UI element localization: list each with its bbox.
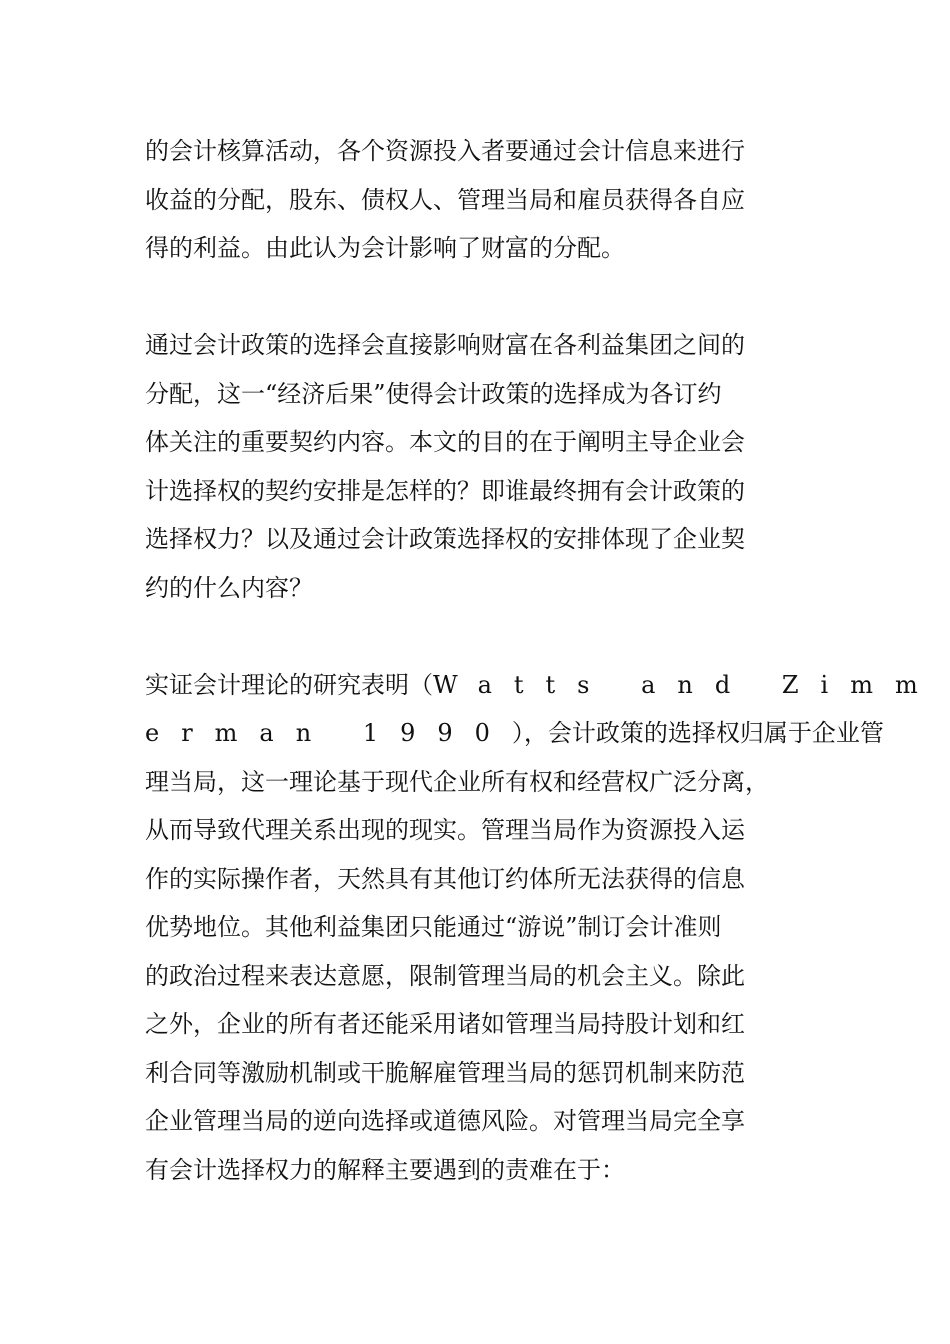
text-line: 得的利益。由此认为会计影响了财富的分配。 [145,234,625,262]
text-line: 作的实际操作者，天然具有其他订约体所无法获得的信息 [145,864,745,893]
text-segment: 实证会计理论的研究表明（ [145,670,433,699]
paragraph-3 [145,661,940,1195]
text-line: 有会计选择权力的解释主要遇到的责难在于： [145,1155,625,1184]
text-line: 收益的分配，股东、债权人、管理当局和雇员获得各自应 [145,185,745,214]
text-line: 体关注的重要契约内容。本文的目的在于阐明主导企业会 [145,428,745,456]
text-line: 之外，企业的所有者还能采用诸如管理当局持股计划和红 [145,1010,745,1038]
text-line: 优势地位。其他利益集团只能通过“游说”制订会计准则 [145,913,722,941]
text-line: 企业管理当局的逆向选择或道德风险。对管理当局完全享 [145,1107,745,1135]
text-line: 计选择权的契约安排是怎样的？即谁最终拥有会计政策的 [145,476,745,505]
text-line: 利合同等激励机制或干脆解雇管理当局的惩罚机制来防范 [145,1058,745,1087]
text-line: 的会计核算活动，各个资源投入者要通过会计信息来进行 [145,137,745,165]
text-line [145,661,940,710]
citation-author-year: erman 1990 [145,719,512,747]
paragraph-1 [145,127,815,273]
text-line: 选择权力？以及通过会计政策选择权的安排体现了企业契 [145,525,745,553]
text-line: 通过会计政策的选择会直接影响财富在各利益集团之间的 [145,331,745,359]
text-segment: ），会计政策的选择权归属于企业管 [511,719,884,747]
text-line: 理当局，这一理论基于现代企业所有权和经营权广泛分离， [145,767,769,796]
text-line: 约的什么内容？ [145,573,313,602]
text-line: 从而导致代理关系出现的现实。管理当局作为资源投入运 [145,816,745,844]
text-line: 分配，这一“经济后果”使得会计政策的选择成为各订约 [145,379,722,408]
text-line [145,709,884,758]
paragraph-2 [145,321,815,612]
document-page [145,127,940,1194]
text-line: 的政治过程来表达意愿，限制管理当局的机会主义。除此 [145,961,745,990]
citation-author: Watts and Zimm [433,670,940,699]
